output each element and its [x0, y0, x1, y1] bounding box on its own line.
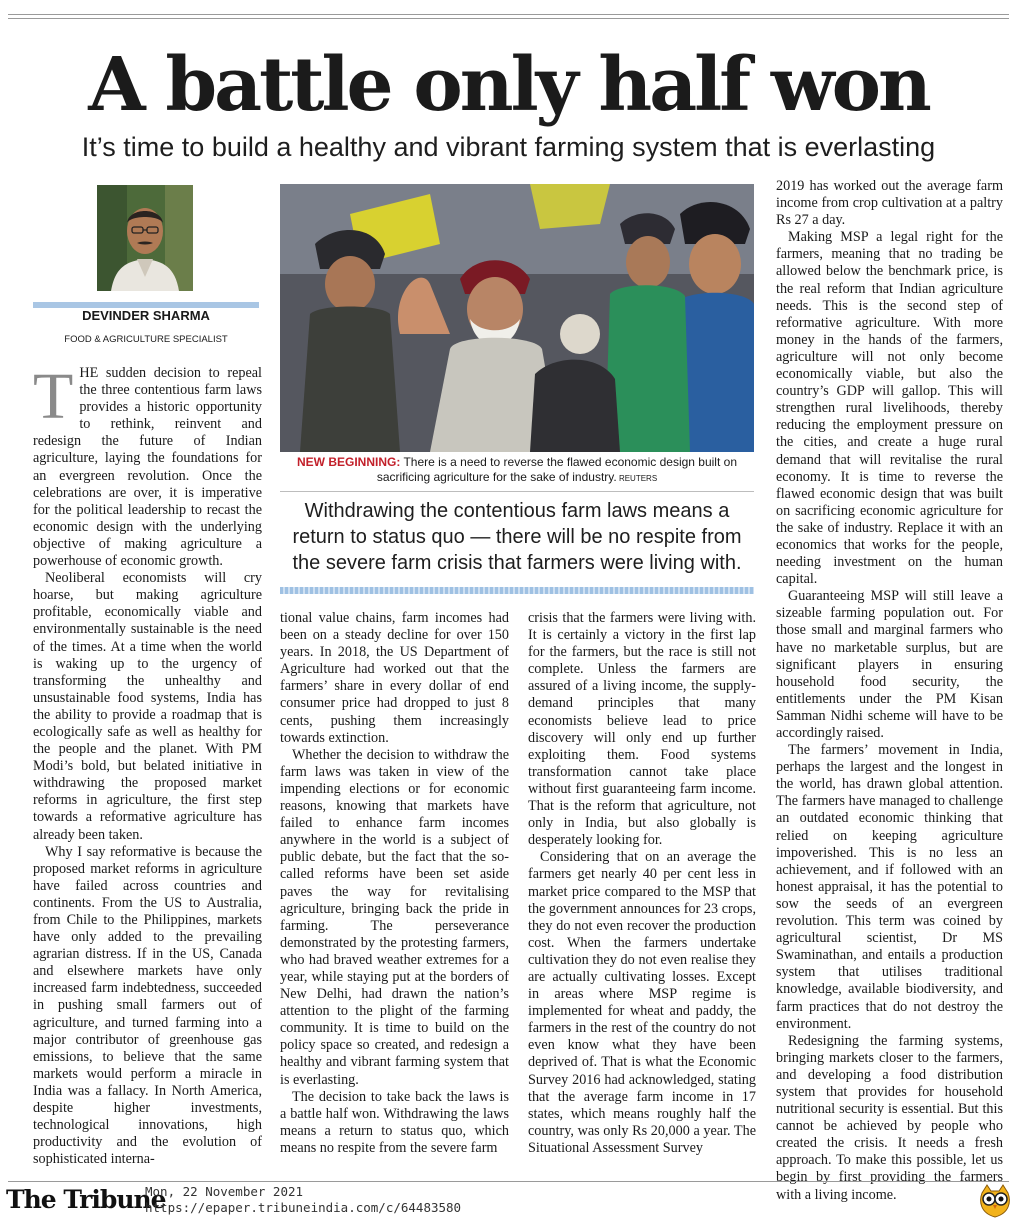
- paragraph: Neoliberal economists will cry hoarse, but making agriculture profitable, economically viable and environmentally sustainable is the need of the times. At a time when the world is waking up to the urgency of transforming the unhealthy and unsustainable food systems, India has the ability to provide a roadmap that is ecologically safe as well as healthy for the people and the planet. With PM Modi’s bold, but belated initiative in withdrawing the proposed market reforms in agriculture, the first step towards a reformative agriculture has already been taken.: [33, 570, 262, 843]
- author-photo: [97, 185, 193, 291]
- paragraph: Making MSP a legal right for the farmers, meaning that no trading be allowed below the benchmark price, is the real reform that Indian agriculture needs. This is the second step of reformative agriculture. With more money in the hands of the farmers, agriculture will not only become economically viable, but also the country’s GDP will gallop. This will strengthen rural livelihoods, thereby reducing the employment pressure on the cities, and create a huge rural demand that will revitalise the rural economy. It is time to reverse the flawed economic design that was built on sacrificing economic agriculture for the sake of industry. Replace it with an economics that works for the people, needing investment on the human capital.: [776, 229, 1003, 588]
- owl-icon[interactable]: [978, 1183, 1012, 1219]
- paragraph: Redesigning the farming systems, bringing markets closer to the farmers, and developing a food distribution system that provides for household nutritional security is essential. But this cannot be achieved by people who created the crisis. It needs a fresh approach. To make this possible, let us begin by first providing the farmers with a living income.: [776, 1032, 1003, 1203]
- paragraph: Guaranteeing MSP will still leave a sizeable farming population out. For those small and marginal farmers who have no marketable surplus, but are significant players in ensuring household food security, the entitlements under the PM Kisan Samman Nidhi scheme will have to be accordingly raised.: [776, 588, 1003, 741]
- pullquote: Withdrawing the contentious farm laws means a return to status quo — there will be no respite from the severe farm crisis that farmers were living with.: [292, 500, 742, 574]
- photo-caption: [280, 455, 754, 486]
- paragraph: Whether the decision to withdraw the farm laws was taken in view of the impending elections or for economic reasons, knowing that markets have failed to enhance farm incomes anywhere in the world is a subject of public debate, but the fact that the so-called reforms have been set aside paves the way for revitalising agriculture, bringing back the pride in farming. The perseverance demonstrated by the protesting farmers, who had braved weather extremes for a year, while staying put at the borders of New Delhi, had drawn the nation’s attention to the plight of the farming community. It is time to build on the policy space so created, and redesign a healthy and vibrant farming system that is everlasting.: [280, 746, 509, 1088]
- subheadline: It’s time to build a healthy and vibrant farming system that is everlasting: [81, 132, 936, 162]
- top-rule-2: [8, 18, 1009, 19]
- paragraph: tional value chains, farm incomes had been on a steady decline for over 150 years. In 2018, the US Department of Agriculture had worked out that the farmers’ share in every dollar of end consumer price had dropped to just 8 cents, pushing them increasingly towards extinction.: [280, 610, 509, 746]
- headline: A battle only half won: [88, 42, 929, 128]
- caption-text: There is a need to reverse the flawed economic design built on sacrificing agriculture for the sake of industry.: [376, 455, 737, 484]
- dropcap: T: [33, 360, 74, 433]
- article-column-4: [776, 178, 1003, 1204]
- paragraph: Why I say reformative is because the proposed market reforms in agriculture have failed across countries and continents. From the US to Australia, from Chile to the Philippines, markets have only added to the prevailing agrarian distress. If in the US, Canada and elsewhere markets have only increased farm indebtedness, succeeded in pushing small farmers out of agriculture, and turned farming into a major contributor of greenhouse gas emissions, to believe that the same markets would perform a miracle in India was a fallacy. In North America, despite higher investments, technological innovations, high productivity and the evolution of sophisticated interna-: [33, 843, 262, 1168]
- edition-date: Mon, 22 November 2021: [145, 1184, 304, 1199]
- paragraph: The farmers’ movement in India, perhaps the largest and the longest in the world, has drawn global attention. The farmers have managed to challenge an outdated economic thinking that relied on keeping agriculture impoverished. This is no less an achievement, and if followed with an honest appraisal, it has the potential to sow the seeds of an evergreen revolution. This term was coined by agricultural scientist, Dr MS Swaminathan, and entails a production system that utilises traditional knowledge, available biodiversity, and farm practices that do not destroy the environment.: [776, 742, 1003, 1032]
- footer-meta: [145, 1184, 461, 1216]
- epaper-url[interactable]: https://epaper.tribuneindia.com/c/64483580: [145, 1200, 462, 1215]
- paragraph: The decision to take back the laws is a battle half won. Withdrawing the laws means a return to status quo, which means no respite from the severe farm: [280, 1088, 509, 1156]
- author-role: FOOD & AGRICULTURE SPECIALIST: [64, 334, 228, 345]
- article-column-1: [33, 360, 262, 1168]
- paragraph: crisis that the farmers were living with. It is certainly a victory in the first lap for the farmers, but the race is still not complete. Unless the farmers are assured of a living income, the supply-demand principles that many economists believe lead to price discovery will only end up further exploiting them. Food systems transformation cannot take place without first guaranteeing farm income. That is the reform that agriculture, not only in India, but also globally is desperately looking for.: [528, 610, 756, 849]
- paragraph: 2019 has worked out the average farm income from crop cultivation at a paltry Rs 27 a day.: [776, 178, 1003, 229]
- pullquote-rule: [280, 491, 754, 492]
- author-name: DEVINDER SHARMA: [82, 308, 210, 323]
- article-column-3: [528, 610, 756, 1157]
- tribune-logo: The Tribune: [6, 1185, 166, 1214]
- footer-rule: [8, 1181, 1009, 1182]
- caption-credit: REUTERS: [616, 474, 658, 483]
- caption-lead: NEW BEGINNING:: [297, 455, 401, 469]
- pullquote-bar: [280, 587, 754, 594]
- article-photo: [280, 184, 754, 452]
- paragraph: Considering that on an average the farmers get nearly 40 per cent less in market price compared to the MSP that the government announces for 23 crops, they do not even recover the production cost. When the farmers undertake cultivation they do not even realise they are actually cultivating losses. Except in areas where MSP regime is implemented for wheat and paddy, the farmers in the rest of the country do not even know what they have been deprived of. That is what the Economic Survey 2016 had acknowledged, stating that the average farm income in 17 states, which means roughly half the country, was only Rs 20,000 a year. The Situational Assessment Survey: [528, 849, 756, 1156]
- top-rule: [8, 14, 1009, 15]
- paragraph: [33, 360, 262, 570]
- paragraph-text: HE sudden decision to repeal the three contentious farm laws provides a historic opportunity to rethink, reinvent and redesign the future of Indian agriculture, laying the foundations for an evergreen revolution. Once the celebrations are over, it is imperative for the political leadership to recast the economic design with the underlying objective of making agriculture a powerhouse of economic growth.: [33, 365, 262, 570]
- article-column-2: [280, 610, 509, 1157]
